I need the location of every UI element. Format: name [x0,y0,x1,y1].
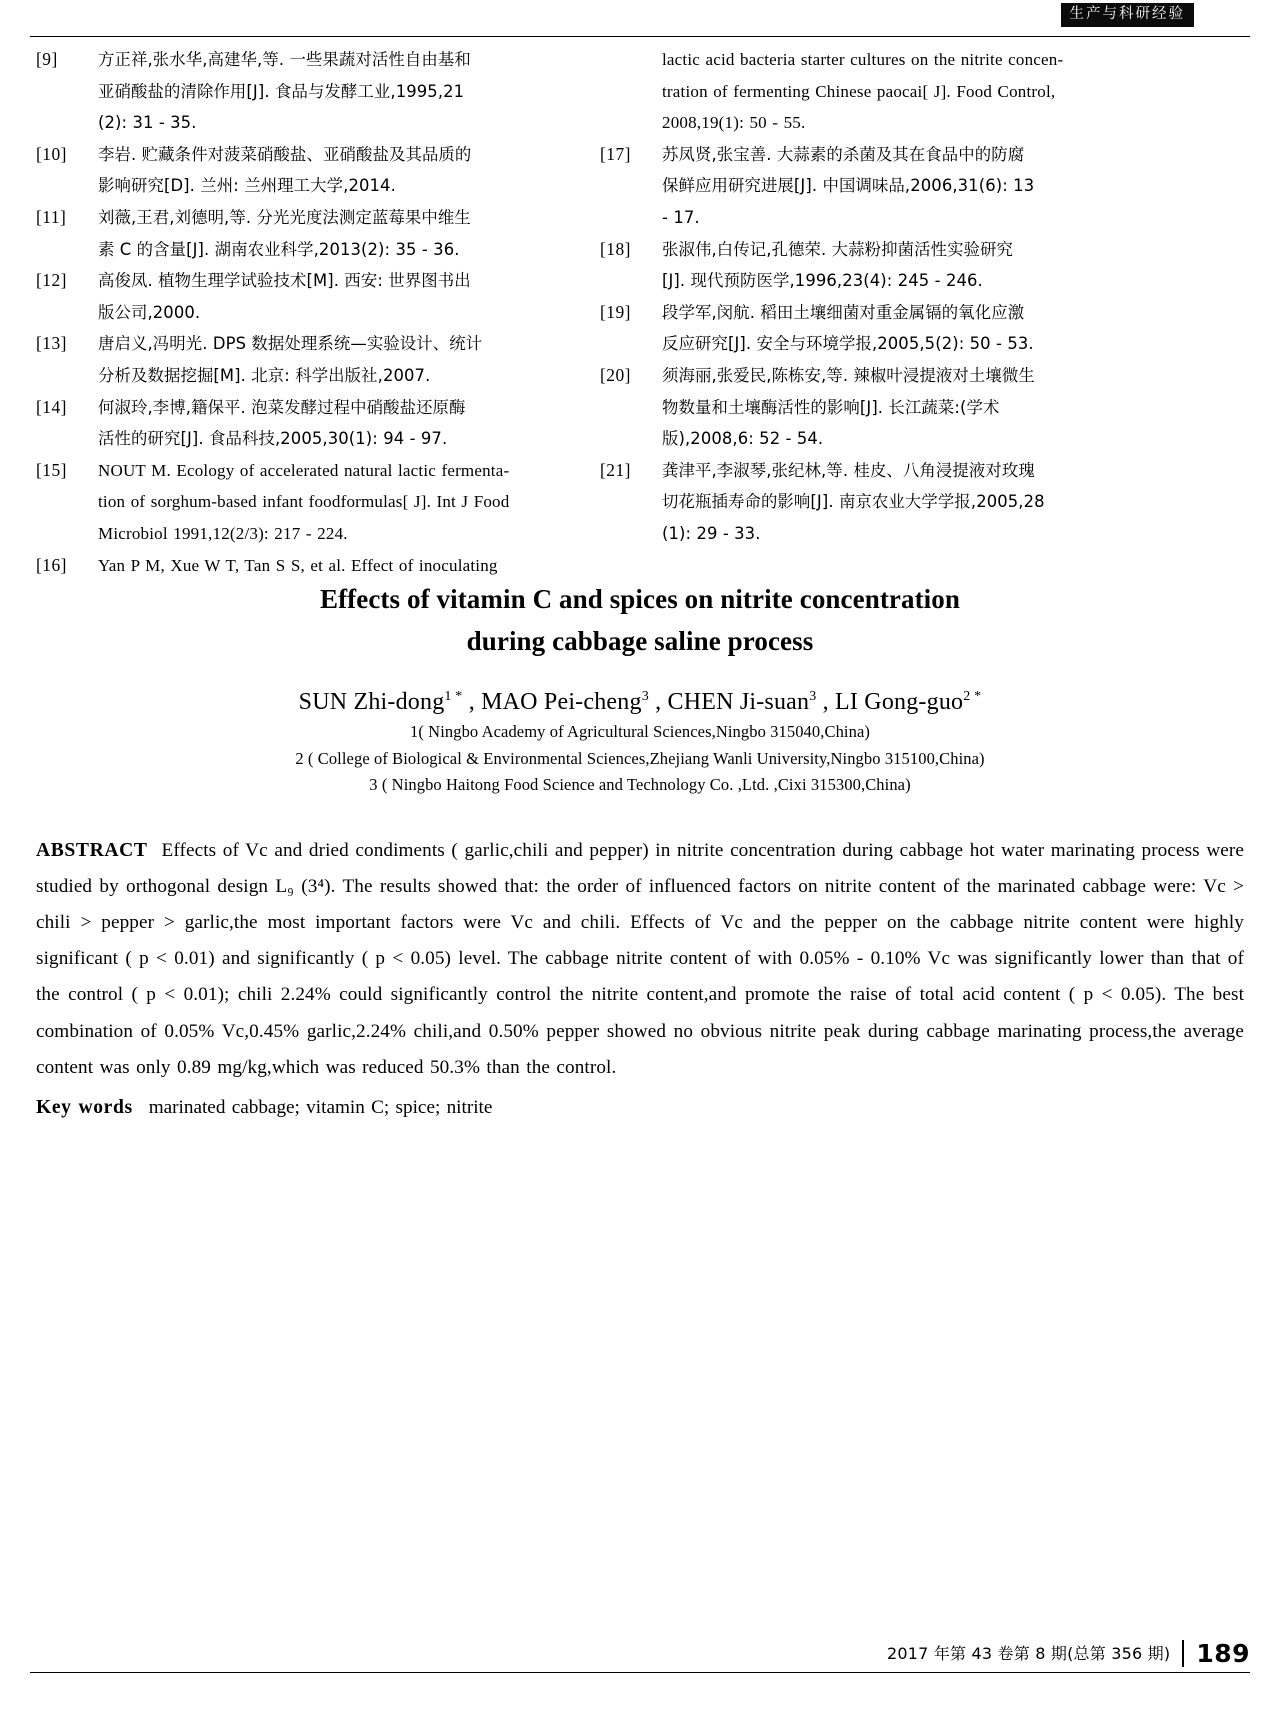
footer-content [887,1640,1250,1667]
reference-text: 素 C 的含量[J]. 湖南农业科学,2013(2): 35 - 36. [98,239,460,259]
footer-separator [1182,1640,1184,1667]
affiliation-2: 2 ( College of Biological & Environmental Sciences,Zhejiang Wanli University,Ningbo 315100,China) [295,748,985,768]
reference-text: 保鲜应用研究进展[J]. 中国调味品,2006,31(6): 13 [662,176,1035,196]
author-name: SUN Zhi-dong [298,689,445,715]
reference-entry [600,297,1120,329]
reference-text: 张淑伟,白传记,孔德荣. 大蒜粉抑菌活性实验研究 [662,239,1014,259]
reference-text: 分析及数据挖掘[M]. 北京: 科学出版社,2007. [98,365,431,385]
affiliation-1: 1( Ningbo Academy of Agricultural Sciences,Ningbo 315040,China) [410,722,870,741]
page-header [0,0,1280,40]
section-banner: 生产与科研经验 [1061,3,1195,27]
reference-text: Microbiol 1991,12(2/3): 217 - 224. [98,523,348,543]
author-separator: , [462,689,482,715]
reference-text: (1): 29 - 33. [662,523,761,543]
reference-continuation-line [36,423,556,455]
reference-continuation-line [600,76,1120,108]
reference-continuation-line [36,518,556,550]
author-separator: , [648,689,668,715]
author-name: CHEN Ji-suan [667,689,810,715]
reference-number: [10] [36,143,67,164]
reference-number: [19] [600,301,631,322]
author-affiliation-marker: 1 * [444,689,463,704]
reference-text: 方正祥,张水华,高建华,等. 一些果蔬对活性自由基和 [98,50,471,69]
reference-text: 须海丽,张爱民,陈栋安,等. 辣椒叶浸提液对土壤微生 [662,365,1035,385]
author-separator: , [816,689,836,715]
keywords-body: marinated cabbage; vitamin C; spice; nitrite [148,1096,493,1118]
header-divider [30,36,1250,37]
author-name: LI Gong-guo [835,689,964,715]
reference-number: [20] [600,364,631,385]
reference-continuation-line [36,170,556,202]
reference-text: tration of fermenting Chinese paocai[ J]. Food Control, [662,81,1056,101]
reference-entry [600,44,1120,76]
reference-continuation-line [36,360,556,392]
reference-text: 切花瓶插寿命的影响[J]. 南京农业大学学报,2005,28 [662,492,1045,512]
issue-info: 2017 年第 43 卷第 8 期(总第 356 期) [887,1644,1171,1663]
reference-continuation-line [600,202,1120,234]
reference-text: 刘薇,王君,刘德明,等. 分光光度法测定蓝莓果中维生 [98,207,471,227]
english-article-block [36,578,1244,1126]
reference-text: [J]. 现代预防医学,1996,23(4): 245 - 246. [662,271,983,291]
author-affiliation-marker: 3 [641,689,649,704]
article-title-line2: during cabbage saline process [466,626,814,656]
references-right-column [600,44,1120,550]
page-footer [0,1625,1280,1735]
reference-text: lactic acid bacteria starter cultures on the nitrite concen- [662,50,1064,69]
reference-continuation-line [36,297,556,329]
reference-number: [17] [600,143,631,164]
reference-continuation-line [600,328,1120,360]
article-title-line1: Effects of vitamin C and spices on nitrite concentration [319,584,961,614]
reference-entry [36,392,556,424]
reference-continuation-line [36,76,556,108]
abstract-paragraph [36,833,1244,1086]
reference-number: [11] [36,206,67,227]
reference-text: 段学军,闵航. 稻田土壤细菌对重金属镉的氧化应激 [662,302,1025,322]
reference-continuation-line [600,107,1120,139]
reference-number: [15] [36,459,67,480]
reference-text: - 17. [662,207,700,227]
reference-continuation-line [600,170,1120,202]
reference-entry [36,139,556,171]
reference-entry [600,139,1120,171]
reference-continuation-line [36,107,556,139]
reference-entry [36,202,556,234]
reference-number: [9] [36,49,58,69]
reference-continuation-line [36,234,556,266]
reference-continuation-line [36,486,556,518]
reference-number: [18] [600,238,631,259]
reference-entry [36,265,556,297]
reference-text: 亚硝酸盐的清除作用[J]. 食品与发酵工业,1995,21 [98,81,465,101]
reference-text: 何淑玲,李博,籍保平. 泡菜发酵过程中硝酸盐还原酶 [98,397,466,417]
reference-text: Yan P M, Xue W T, Tan S S, et al. Effect of inoculating [98,555,498,575]
reference-text: 高俊凤. 植物生理学试验技术[M]. 西安: 世界图书出 [98,271,471,291]
footer-divider [30,1672,1250,1673]
reference-entry [36,455,556,487]
reference-number: [12] [36,270,67,291]
reference-entry [600,455,1120,487]
reference-continuation-line [600,392,1120,424]
reference-text: (2): 31 - 35. [98,113,197,133]
keywords-paragraph [36,1090,1244,1126]
keywords-label: Key words [36,1096,133,1118]
reference-text: 唐启义,冯明光. DPS 数据处理系统—实验设计、统计 [98,334,483,354]
reference-text: 影响研究[D]. 兰州: 兰州理工大学,2014. [98,176,396,196]
reference-text: 反应研究[J]. 安全与环境学报,2005,5(2): 50 - 53. [662,334,1034,354]
reference-continuation-line [600,486,1120,518]
page-number: 189 [1196,1639,1250,1668]
references-left-column [36,44,556,581]
author-list [36,680,1244,719]
reference-text: 物数量和土壤酶活性的影响[J]. 长江蔬菜:(学术 [662,397,1000,417]
abstract-body: Effects of Vc and dried condiments ( garlic,chili and pepper) in nitrite concentration during cabbage hot water marinating process were studied by orthogonal design L₉ (3⁴). The results showed that: the order of influenced factors on nitrite content of the marinated cabbage were: Vc > chili > pepper > garlic,the most important factors were Vc and chili. Effects of Vc and the pepper on the cabbage nitrite content were highly significant ( p < 0.01) and significantly ( p < 0.05) level. The cabbage nitrite content of with 0.05% - 0.10% Vc was significantly lower than that of the control ( p < 0.01); chili 2.24% could significantly control the nitrite content,and promote the raise of total acid content ( p < 0.05). The best combination of 0.05% Vc,0.45% garlic,2.24% chili,and 0.50% pepper showed no obvious nitrite peak during cabbage marinating process,the average content was only 0.89 mg/kg,which was reduced 50.3% than the control. [36,839,1244,1078]
reference-entry [36,44,556,76]
reference-text: 2008,19(1): 50 - 55. [662,113,806,133]
reference-text: 版),2008,6: 52 - 54. [662,429,824,449]
affiliation-3: 3 ( Ningbo Haitong Food Science and Technology Co. ,Ltd. ,Cixi 315300,China) [369,775,911,794]
reference-text: 龚津平,李淑琴,张纪林,等. 桂皮、八角浸提液对玫瑰 [662,460,1035,480]
reference-text: 版公司,2000. [98,302,201,322]
reference-text: 苏凤贤,张宝善. 大蒜素的杀菌及其在食品中的防腐 [662,144,1025,164]
reference-number: [21] [600,459,631,480]
reference-entry [600,360,1120,392]
abstract-label: ABSTRACT [36,839,148,861]
reference-text: tion of sorghum-based infant foodformulas[ J]. Int J Food [98,492,510,512]
reference-continuation-line [600,423,1120,455]
reference-number: [16] [36,554,67,575]
reference-entry [600,234,1120,266]
reference-number: [14] [36,396,67,417]
reference-continuation-line [600,518,1120,550]
reference-continuation-line [600,265,1120,297]
author-affiliation-marker: 2 * [963,689,982,704]
reference-text: 李岩. 贮藏条件对菠菜硝酸盐、亚硝酸盐及其品质的 [98,144,472,164]
reference-number: [13] [36,333,67,354]
reference-entry [36,328,556,360]
author-name: MAO Pei-cheng [481,689,642,715]
reference-text: 活性的研究[J]. 食品科技,2005,30(1): 94 - 97. [98,429,448,449]
reference-text: NOUT M. Ecology of accelerated natural lactic fermenta- [98,460,510,480]
references-section [0,44,1280,575]
author-affiliation-marker: 3 [809,689,817,704]
reference-entry [36,550,556,582]
